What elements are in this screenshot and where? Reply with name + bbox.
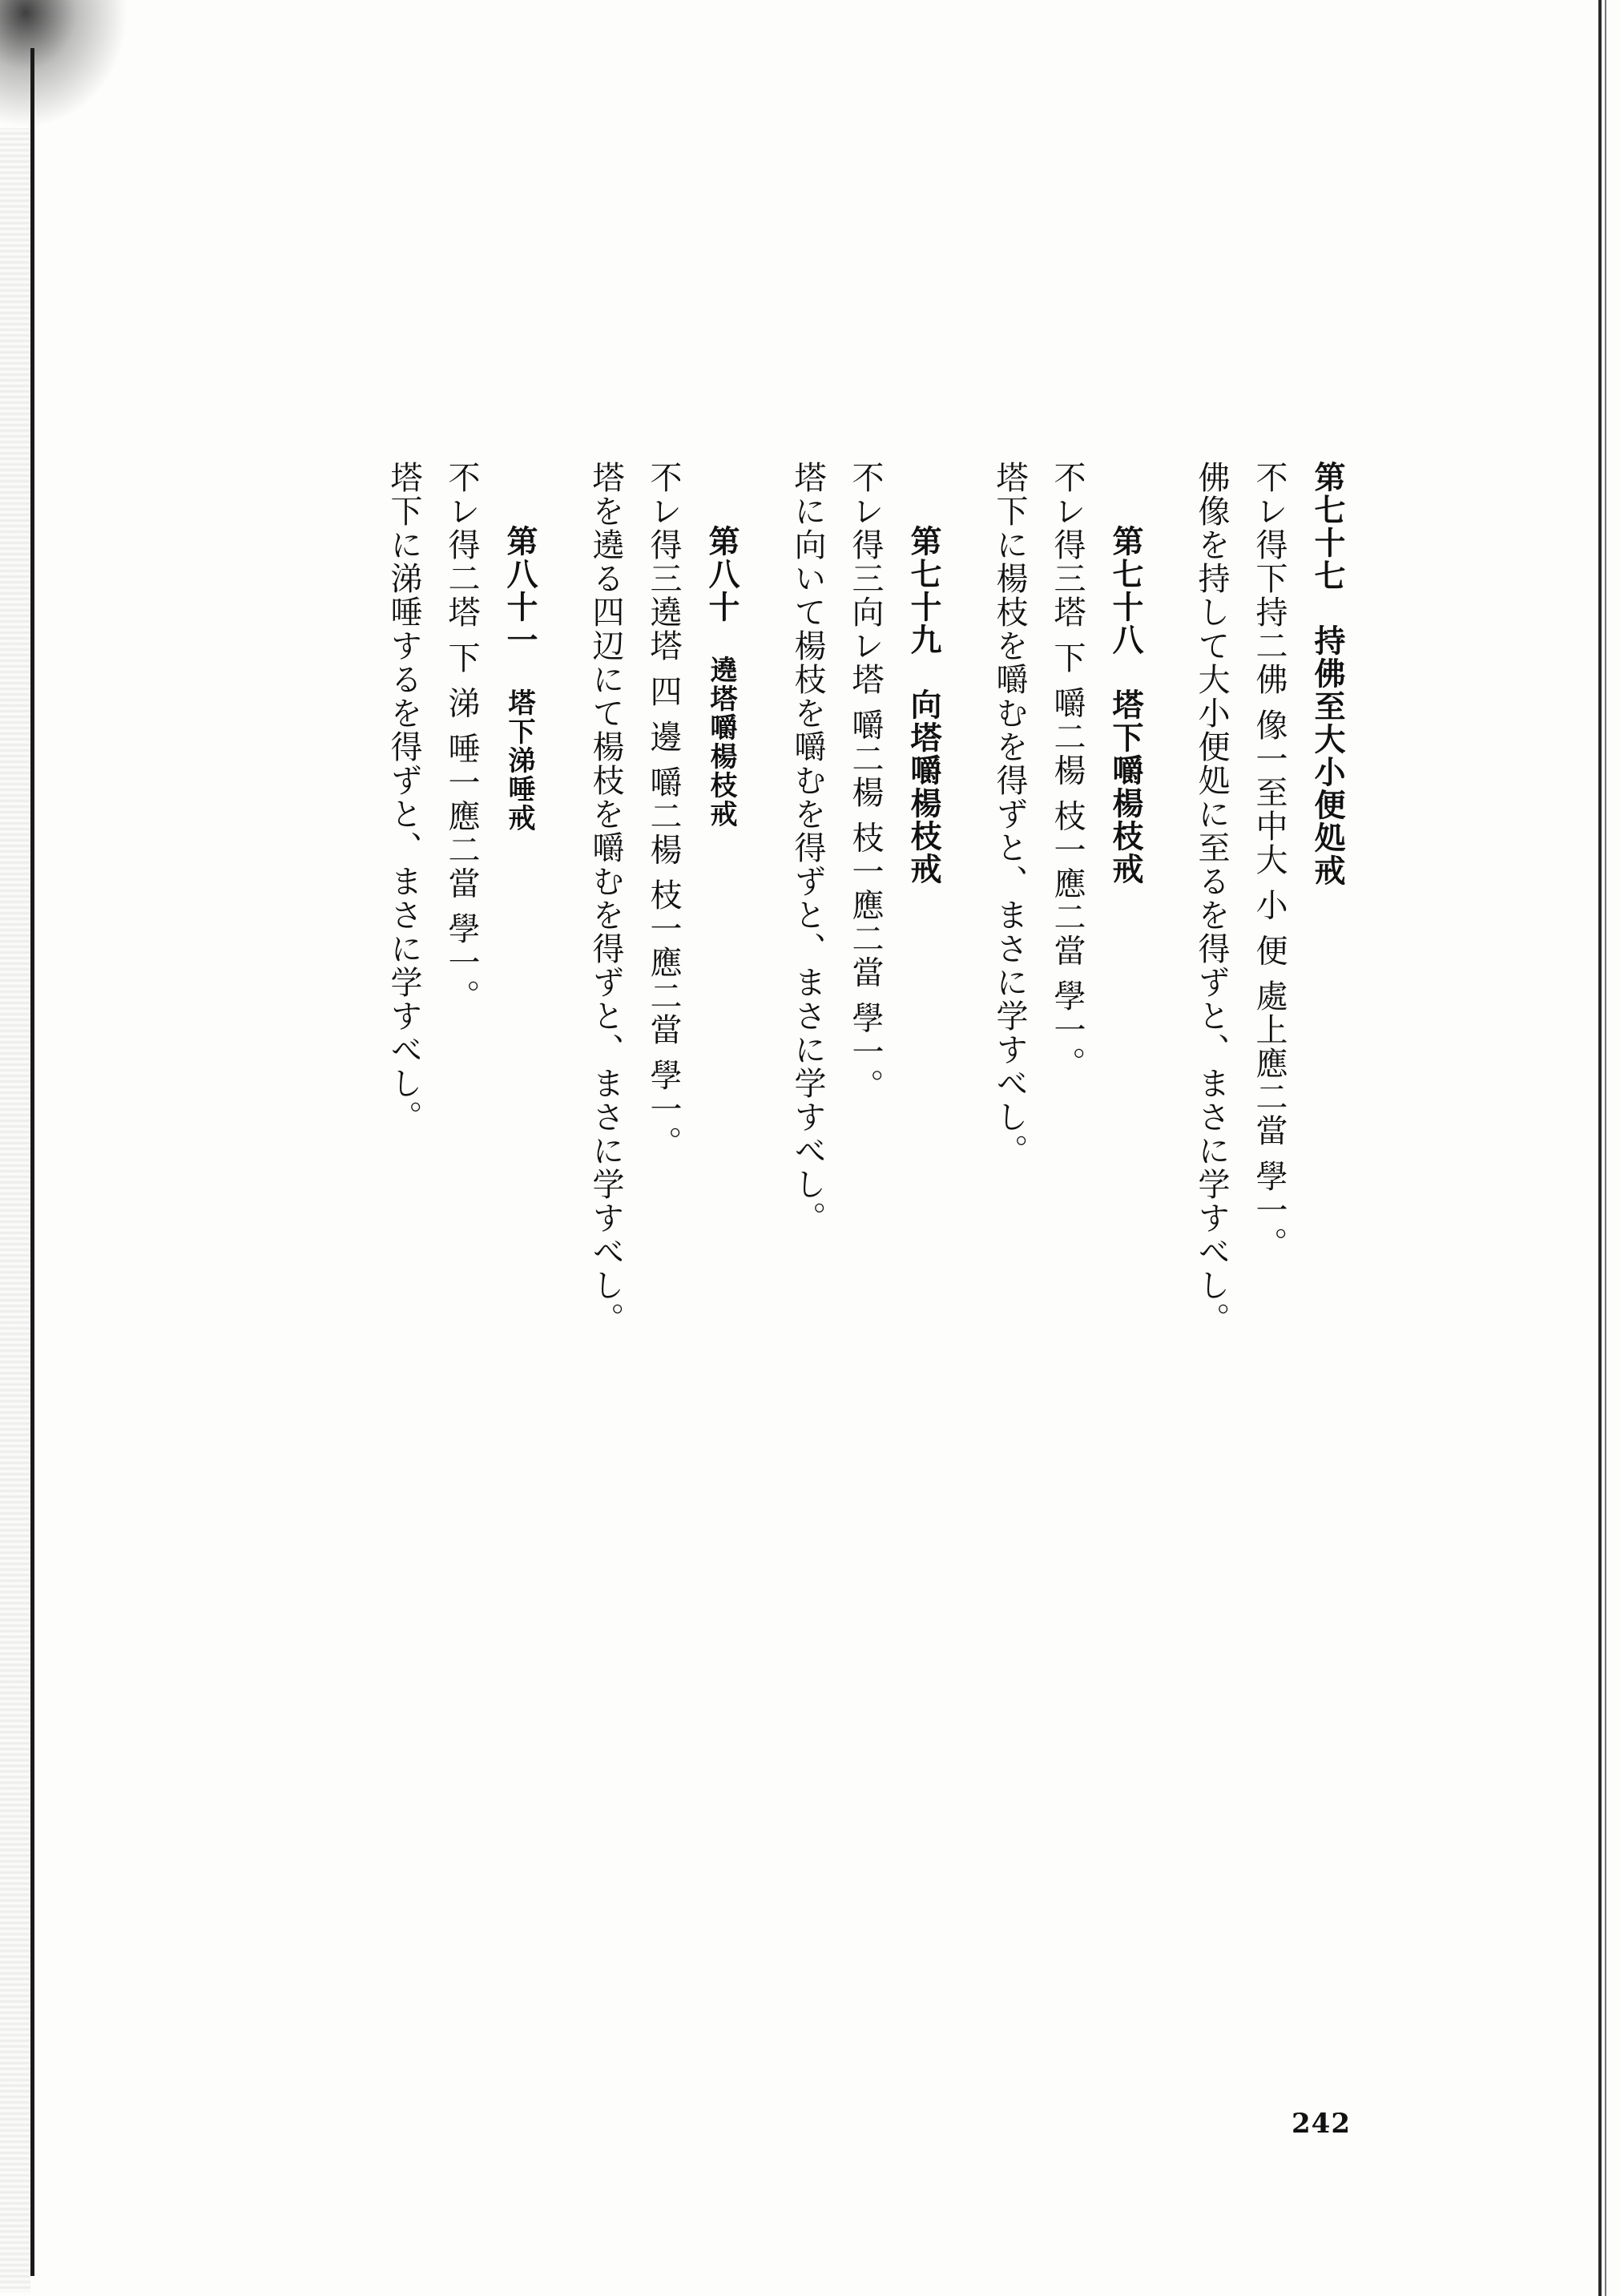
section-title: 塔下嚼楊枝戒	[1107, 688, 1143, 886]
page-edge-line-outer	[1605, 0, 1606, 2296]
section-title: 持佛至大小便処戒	[1309, 624, 1345, 887]
reading-line: 塔下に涕唾するを得ずと、まさに学すべし。	[385, 461, 422, 1134]
section-title: 向塔嚼楊枝戒	[905, 688, 941, 886]
section-heading	[894, 461, 952, 1983]
section-title: 塔下涕唾戒	[503, 688, 535, 833]
section-title: 遶塔嚼楊枝戒	[705, 656, 737, 829]
reading-line: 塔を遶る四辺にて楊枝を嚼むを得ずと、まさに学すべし。	[587, 461, 624, 1336]
kanbun-line: 不レ得三向レ塔 嚼二楊 枝一應二當 學一。	[847, 461, 884, 1103]
kanbun-line: 不レ得三遶塔 四 邊 嚼二楊 枝一應二當 學一。	[645, 461, 682, 1160]
section-number: 第八十	[703, 525, 739, 623]
section-heading	[1298, 461, 1356, 1983]
vertical-text-body	[375, 461, 1356, 1983]
kanbun-line: 不レ得下持二佛 像一至中大 小 便 處上應二當 學一。	[1251, 461, 1288, 1261]
reading-line: 佛像を持して大小便処に至るを得ずと、まさに学すべし。	[1193, 461, 1230, 1336]
page-binding-line	[30, 48, 34, 2276]
reading-line: 塔に向いて楊枝を嚼むを得ずと、まさに学すべし。	[789, 461, 826, 1235]
scan-noise	[0, 128, 30, 2292]
scan-shadow	[0, 0, 128, 128]
section-number: 第七十八	[1107, 525, 1143, 656]
section-heading	[490, 461, 548, 1983]
section-number: 第七十七	[1309, 461, 1345, 592]
kanbun-line: 不レ得二塔 下 涕 唾一應二當 學一。	[443, 461, 480, 1013]
section-number: 第八十一	[502, 525, 538, 656]
page-number: 242	[1292, 2108, 1351, 2140]
section-heading	[1096, 461, 1154, 1983]
reading-line: 塔下に楊枝を嚼むを得ずと、まさに学すべし。	[991, 461, 1028, 1168]
section-number: 第七十九	[905, 525, 941, 656]
section-heading	[692, 461, 750, 1983]
kanbun-line: 不レ得三塔 下 嚼二楊 枝一應二當 學一。	[1049, 461, 1086, 1080]
page-edge-line	[1598, 0, 1602, 2296]
